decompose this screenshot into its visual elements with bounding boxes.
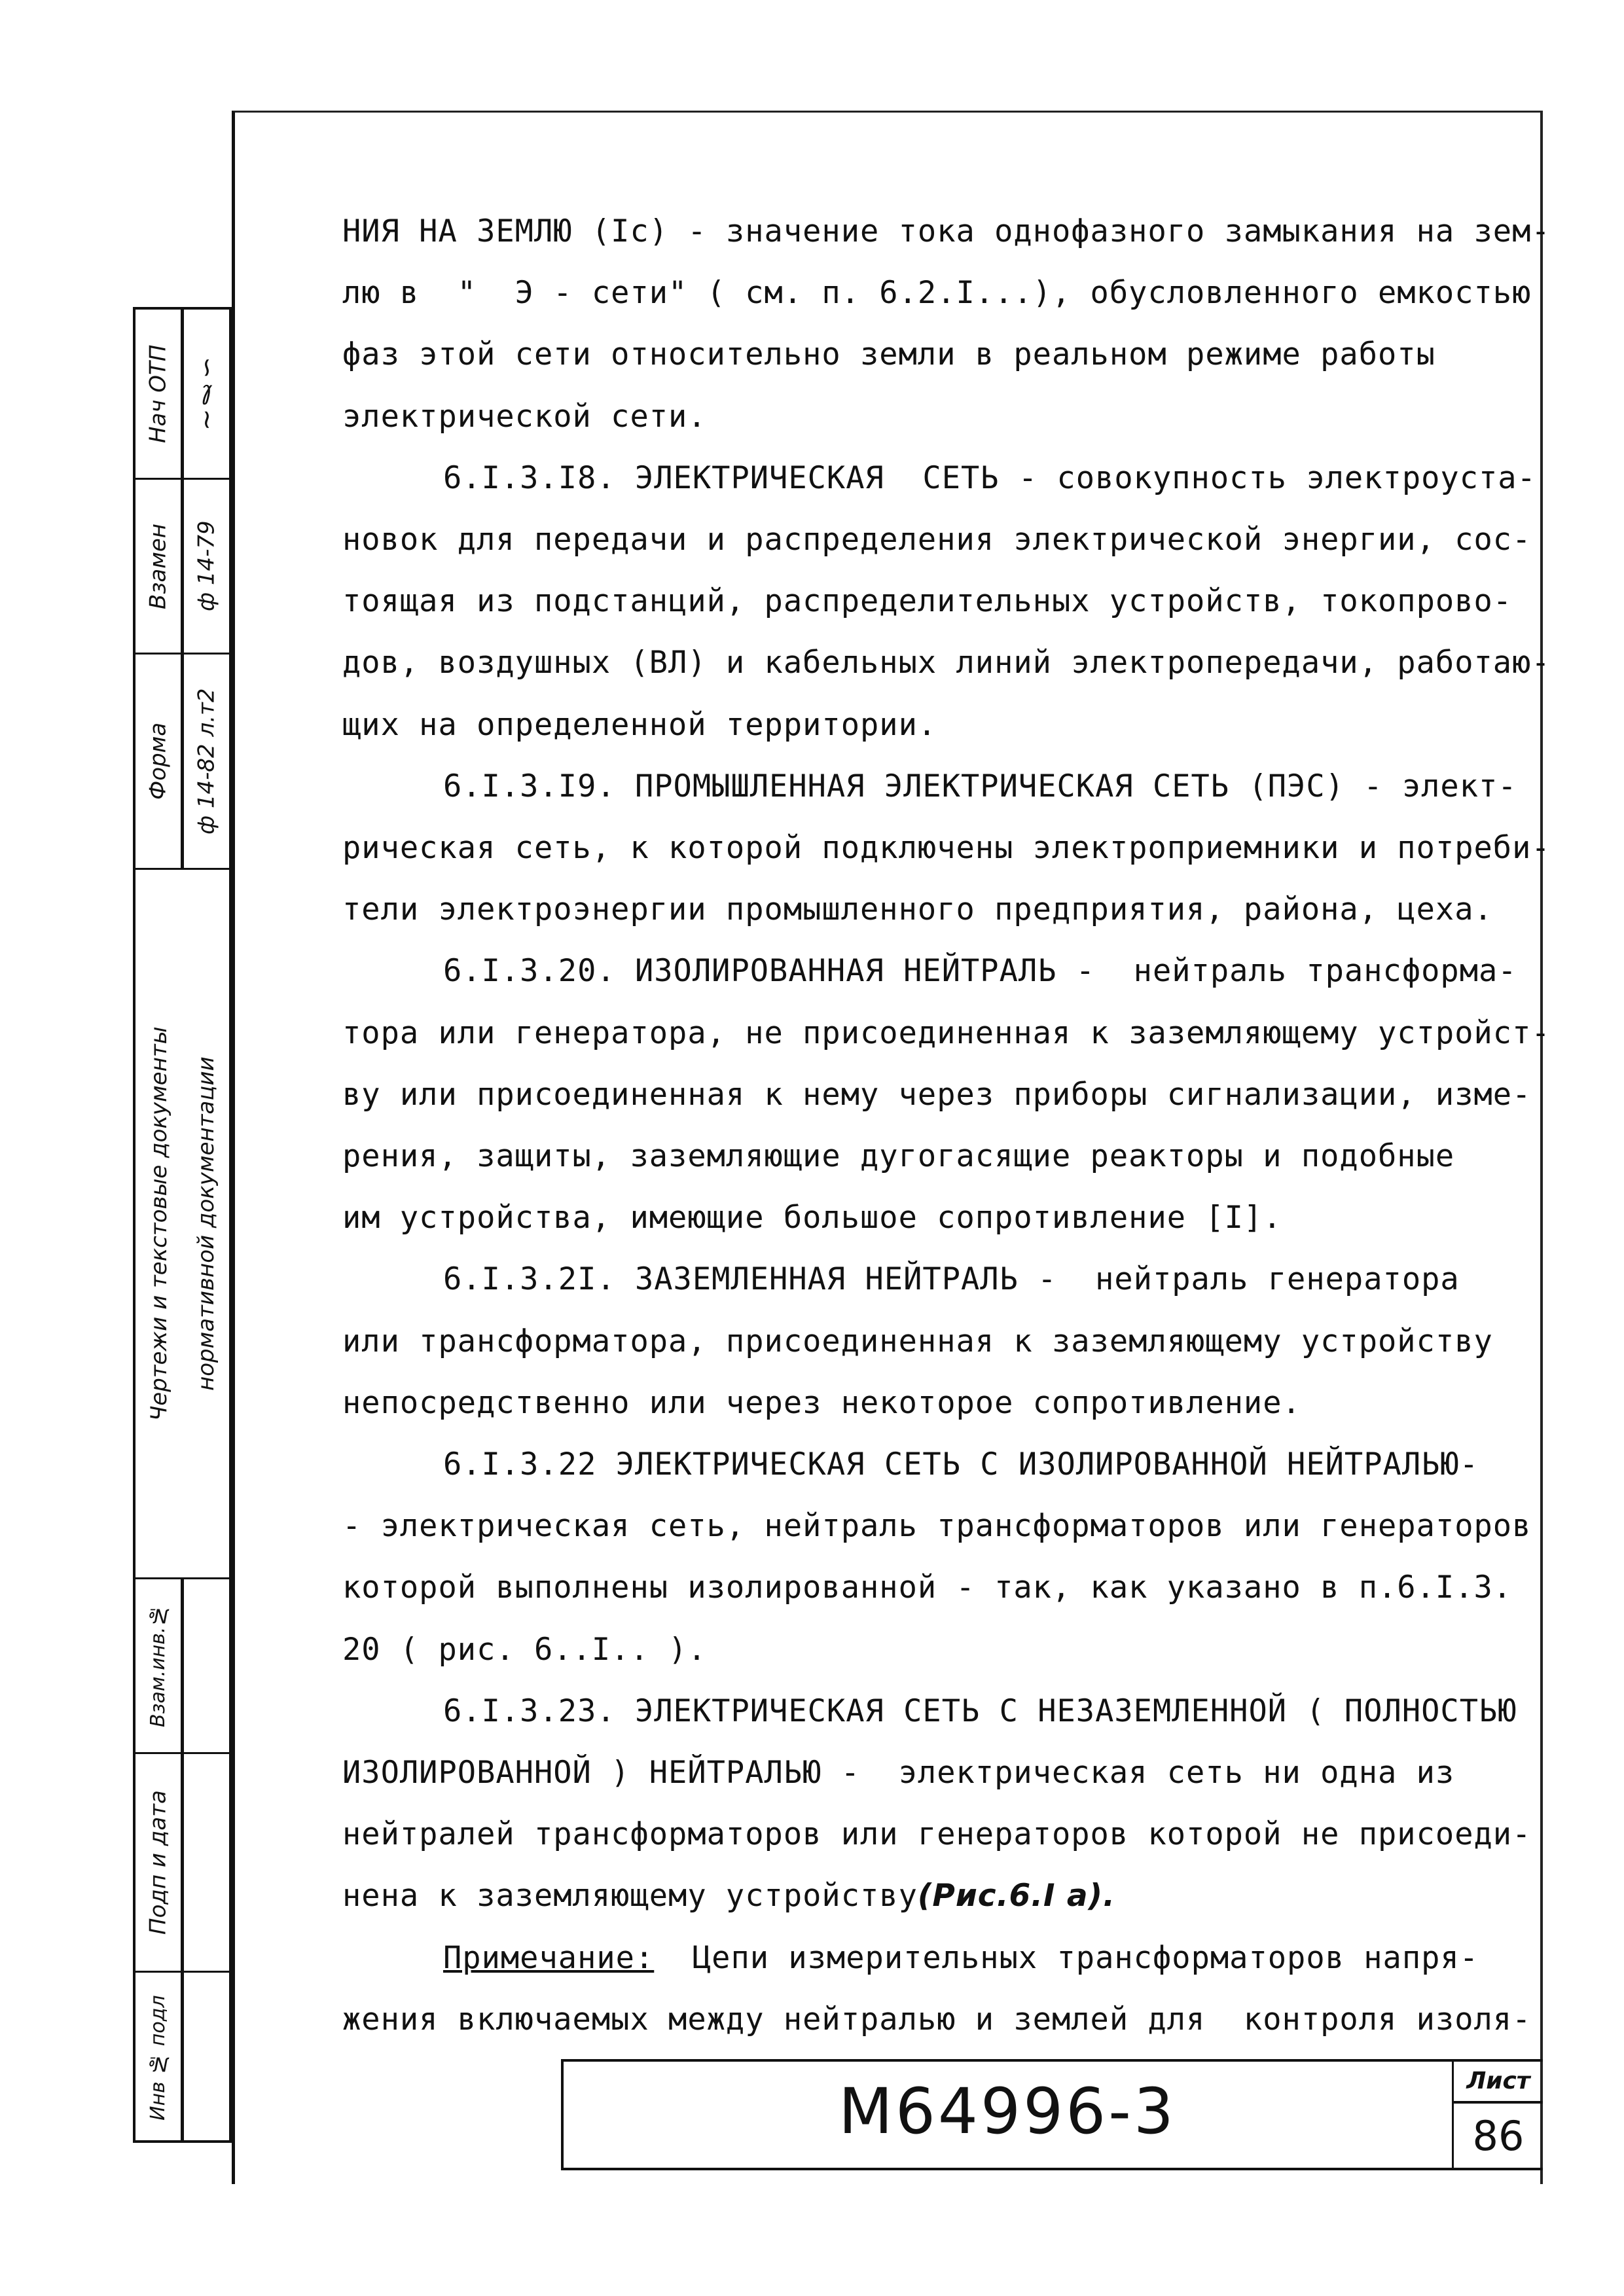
text-line	[342, 829, 1551, 868]
text-line	[342, 274, 1531, 313]
line-text: щих на определенной территории.	[342, 706, 937, 743]
line-text: тоящая из подстанций, распределительных устройств, токопрово-	[342, 583, 1513, 620]
line-text: ву или присоединенная к нему через приборы сигнализации, изме-	[342, 1076, 1532, 1113]
stamp-label: Взамен	[145, 523, 171, 609]
line-text: 6.I.3.22 ЭЛЕКТРИЧЕСКАЯ СЕТЬ С ИЗОЛИРОВАННОЙ НЕЙТРАЛЬЮ-	[443, 1446, 1479, 1482]
line-text: - электрическая сеть, нейтраль трансформаторов или генераторов	[342, 1508, 1532, 1545]
stamp-label: Инв № подл	[147, 1995, 170, 2121]
stamp-value	[181, 1579, 229, 1752]
text-line	[443, 1692, 1517, 1731]
handwritten-reference: (Рис.6.I а).	[917, 1878, 1115, 1914]
line-text: рения, защиты, заземляющие дугогасящие реакторы и подобные	[342, 1138, 1455, 1174]
line-text: 6.I.3.2I. ЗАЗЕМЛЕННАЯ НЕЙТРАЛЬ - нейтраль генератора	[443, 1261, 1460, 1298]
stamp-doc-type	[135, 868, 229, 1577]
text-line	[342, 1014, 1551, 1053]
text-line	[342, 1815, 1531, 1854]
line-text: ИЗОЛИРОВАННОЙ ) НЕЙТРАЛЬЮ - электрическая сеть ни одна из	[342, 1755, 1455, 1791]
text-line	[342, 2000, 1531, 2039]
line-text: 20 ( рис. 6..I.. ).	[342, 1631, 707, 1668]
line-text: которой выполнены изолированной - так, как указано в п.6.I.3.	[342, 1570, 1513, 1606]
text-line	[342, 1630, 707, 1670]
text-line	[342, 1075, 1531, 1115]
sheet-label: Лист	[1454, 2062, 1543, 2104]
signature: ∼ℓ∽	[181, 310, 229, 478]
stamp-label: Нач ОТП	[145, 344, 171, 443]
stamp-value	[181, 1973, 229, 2143]
stamp-label: Взам.инв.№	[147, 1604, 170, 1728]
stamp-forma	[135, 653, 229, 868]
text-line	[342, 1568, 1512, 1607]
stamp-label: Чертежи и текстовые документы	[145, 1026, 172, 1421]
line-text: 6.I.3.I8. ЭЛЕКТРИЧЕСКАЯ СЕТЬ - совокупность электроуста-	[443, 459, 1536, 496]
side-stamp	[133, 307, 232, 2143]
text-line	[342, 1198, 1282, 1238]
line-text: жения включаемых между нейтралью и землей для контроля изоля-	[342, 2001, 1532, 2037]
line-text: или трансформатора, присоединенная к заземляющему устройству	[342, 1323, 1493, 1359]
text-line	[443, 767, 1517, 806]
stamp-label: Форма	[145, 722, 171, 800]
text-line	[342, 1384, 1301, 1423]
document-code: М64996-3	[839, 2075, 1176, 2148]
note-label: Примечание:	[443, 1939, 655, 1976]
text-line	[342, 890, 1493, 929]
stamp-nach-otp	[135, 310, 229, 478]
line-text: дов, воздушных (ВЛ) и кабельных линий электропередачи, работаю-	[342, 645, 1551, 681]
stamp-value	[181, 1754, 229, 1971]
text-line	[342, 706, 937, 745]
text-line	[342, 1137, 1454, 1176]
stamp-vzam-inv	[135, 1577, 229, 1752]
line-text: Цепи измерительных трансформаторов напря-	[654, 1939, 1479, 1976]
title-block	[561, 2059, 1543, 2170]
text-line	[342, 335, 1435, 374]
text-line	[342, 212, 1551, 251]
line-text: 6.I.3.I9. ПРОМЫШЛЕННАЯ ЭЛЕКТРИЧЕСКАЯ СЕТЬ (ПЭС) - элект-	[443, 768, 1517, 804]
stamp-podp-data	[135, 1752, 229, 1971]
text-line	[443, 459, 1536, 498]
text-line	[342, 1753, 1454, 1793]
line-text: тора или генератора, не присоединенная к заземляющему устройст-	[342, 1014, 1551, 1051]
text-line	[443, 1260, 1460, 1299]
text-line	[443, 1939, 1479, 1978]
text-line	[443, 952, 1517, 991]
line-text: нена к заземляющему устройству	[342, 1878, 918, 1914]
stamp-label: Подп и дата	[145, 1790, 171, 1935]
line-text: тели электроэнергии промышленного предприятия, района, цеха.	[342, 891, 1493, 928]
text-line	[342, 582, 1512, 621]
line-text: фаз этой сети относительно земли в реальном режиме работы	[342, 336, 1435, 373]
text-line	[342, 643, 1551, 683]
text-line	[342, 1876, 1115, 1916]
text-line	[342, 520, 1531, 560]
line-text: НИЯ НА ЗЕМЛЮ (Iс) - значение тока однофазного замыкания на зем-	[342, 213, 1551, 249]
sheet-cell	[1452, 2062, 1543, 2168]
line-text: им устройства, имеющие большое сопротивление [I].	[342, 1200, 1282, 1236]
text-line	[342, 1322, 1493, 1361]
line-text: 6.I.3.20. ИЗОЛИРОВАННАЯ НЕЙТРАЛЬ - нейтраль трансформа-	[443, 953, 1517, 990]
stamp-vzamen	[135, 478, 229, 653]
line-text: непосредственно или через некоторое сопротивление.	[342, 1384, 1301, 1421]
stamp-value: ф 14-79	[181, 480, 229, 653]
stamp-value: ф 14-82 л.т2	[181, 655, 229, 868]
text-line	[342, 397, 707, 437]
text-line	[443, 1445, 1479, 1484]
line-text: лю в " Э - сети" ( см. п. 6.2.I...), обусловленного емкостью	[342, 275, 1532, 312]
stamp-inv-podl	[135, 1971, 229, 2143]
line-text: 6.I.3.23. ЭЛЕКТРИЧЕСКАЯ СЕТЬ С НЕЗАЗЕМЛЕННОЙ ( ПОЛНОСТЬЮ	[443, 1693, 1517, 1729]
text-line	[342, 1507, 1531, 1546]
line-text: новок для передачи и распределения электрической энергии, сос-	[342, 522, 1532, 558]
line-text: нейтралей трансформаторов или генераторов которой не присоеди-	[342, 1816, 1532, 1853]
stamp-label: нормативной документации	[192, 1056, 219, 1391]
sheet-number: 86	[1472, 2112, 1525, 2160]
line-text: электрической сети.	[342, 398, 707, 435]
line-text: рическая сеть, к которой подключены электроприемники и потреби-	[342, 830, 1551, 866]
